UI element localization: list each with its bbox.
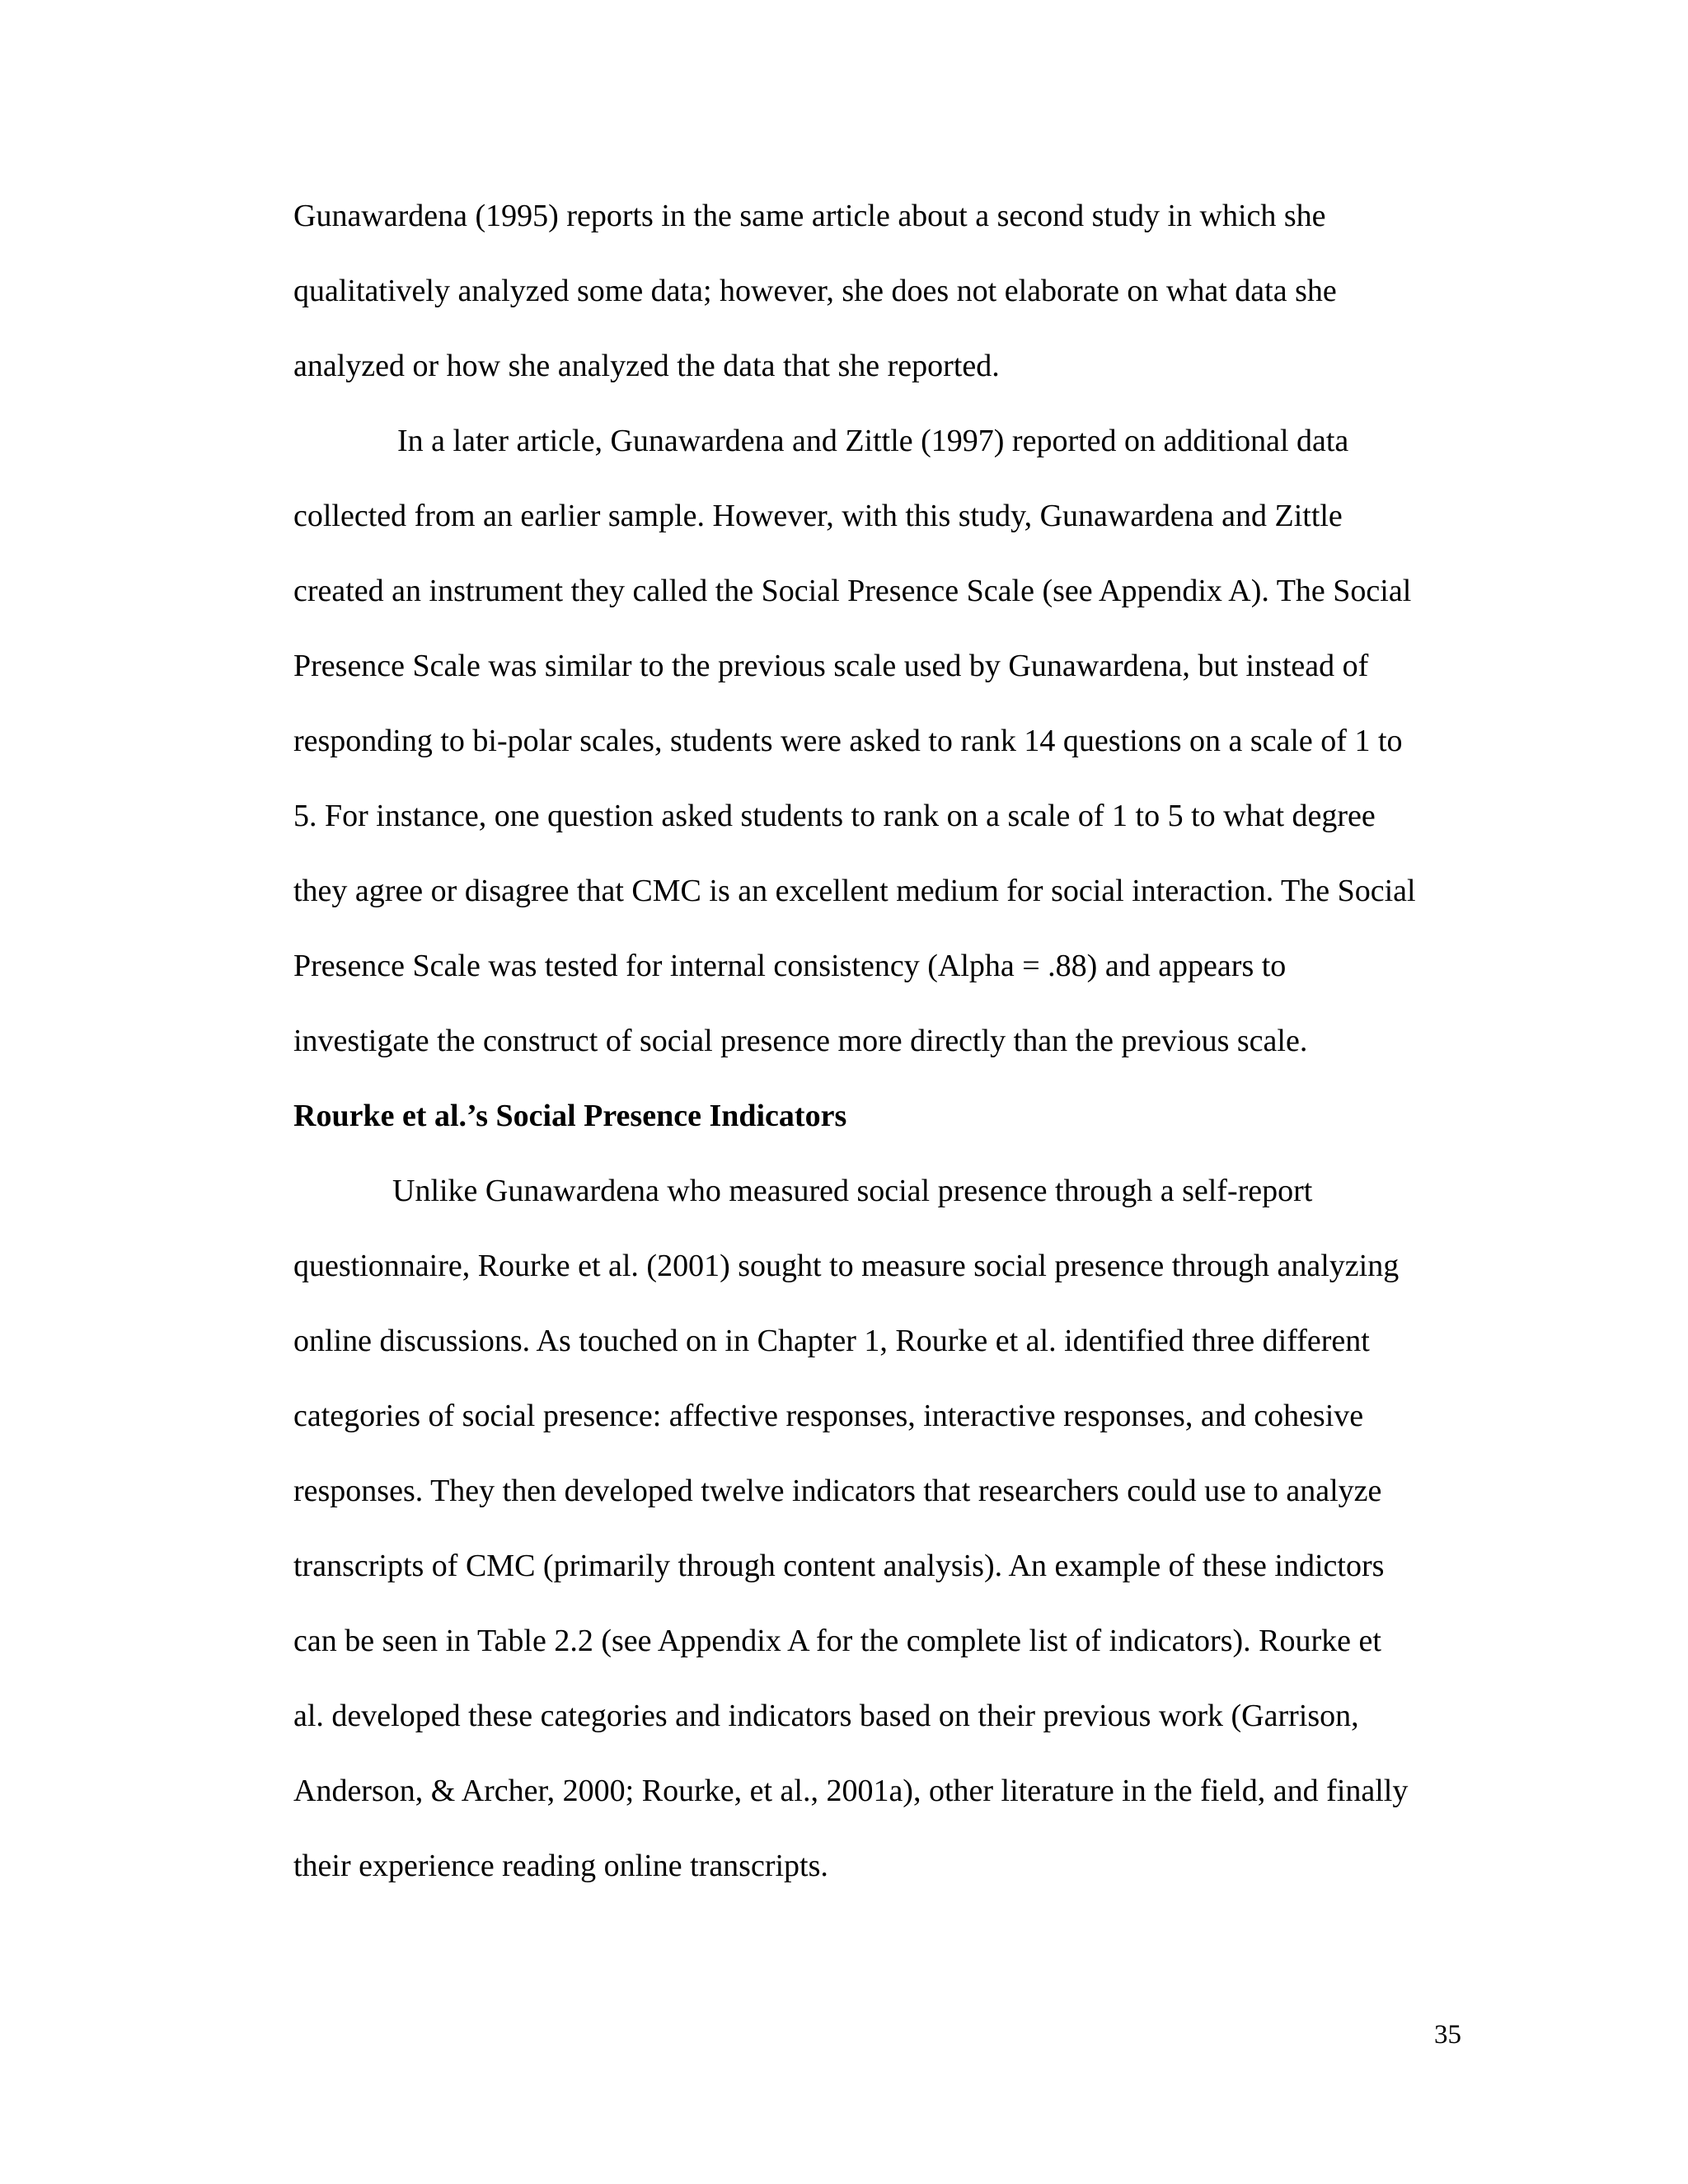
paragraph-3-line-3: online discussions. As touched on in Chapter 1, Rourke et al. identified three different (293, 1324, 1370, 1358)
paragraph-2-line-8: Presence Scale was tested for internal consistency (Alpha = .88) and appears to (293, 949, 1287, 983)
paragraph-3-line-8: al. developed these categories and indicators based on their previous work (Garrison, (293, 1699, 1359, 1733)
paragraph-2-line-2: collected from an earlier sample. However, with this study, Gunawardena and Zittle (293, 499, 1343, 533)
section-heading: Rourke et al.’s Social Presence Indicators (293, 1099, 847, 1133)
paragraph-2-line-3: created an instrument they called the Social Presence Scale (see Appendix A). The Social (293, 574, 1412, 608)
paragraph-1-line-2: qualitatively analyzed some data; however, she does not elaborate on what data she (293, 274, 1337, 308)
paragraph-1-line-1: Gunawardena (1995) reports in the same article about a second study in which she (293, 199, 1326, 233)
paragraph-2-line-5: responding to bi-polar scales, students were asked to rank 14 questions on a scale of 1 to (293, 724, 1403, 758)
paragraph-3-line-1: Unlike Gunawardena who measured social presence through a self-report (392, 1174, 1313, 1208)
paragraph-2-line-6: 5. For instance, one question asked students to rank on a scale of 1 to 5 to what degree (293, 799, 1376, 833)
paragraph-3-line-7: can be seen in Table 2.2 (see Appendix A for the complete list of indicators). Rourke et (293, 1624, 1381, 1658)
page-number: 35 (1434, 2020, 1461, 2050)
paragraph-2-line-9: investigate the construct of social presence more directly than the previous scale. (293, 1024, 1308, 1058)
paragraph-2-line-1: In a later article, Gunawardena and Zittle (1997) reported on additional data (397, 424, 1349, 458)
paragraph-2-line-7: they agree or disagree that CMC is an excellent medium for social interaction. The Social (293, 874, 1416, 908)
paragraph-3-line-9: Anderson, & Archer, 2000; Rourke, et al., 2001a), other literature in the field, and finally (293, 1774, 1409, 1808)
paragraph-3-line-5: responses. They then developed twelve indicators that researchers could use to analyze (293, 1474, 1382, 1508)
paragraph-1-line-3: analyzed or how she analyzed the data that she reported. (293, 349, 1000, 383)
paragraph-2-line-4: Presence Scale was similar to the previous scale used by Gunawardena, but instead of (293, 649, 1369, 683)
paragraph-3-line-10: their experience reading online transcripts. (293, 1849, 828, 1883)
paragraph-3-line-4: categories of social presence: affective responses, interactive responses, and cohesive (293, 1399, 1364, 1433)
paragraph-3-line-6: transcripts of CMC (primarily through content analysis). An example of these indictors (293, 1549, 1385, 1583)
paragraph-3-line-2: questionnaire, Rourke et al. (2001) sought to measure social presence through analyzing (293, 1249, 1400, 1283)
